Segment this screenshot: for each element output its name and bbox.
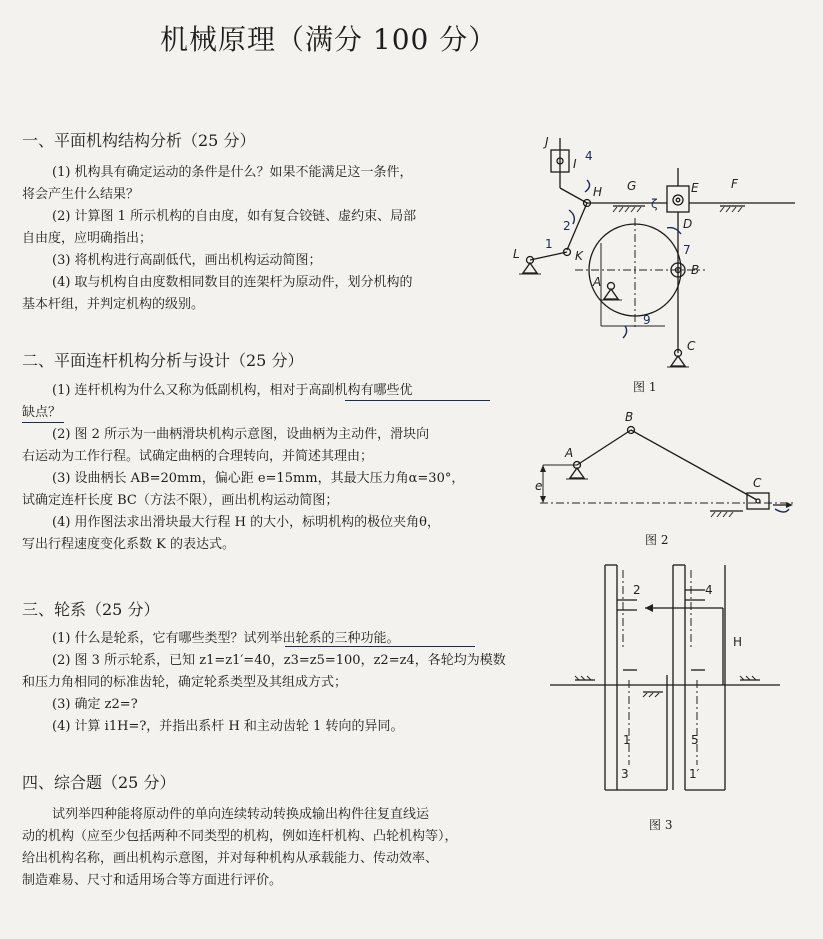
fig3-label-4: 4 [705,583,713,597]
section-2-line-7: (4) 用作图法求出滑块最大行程 H 的大小，标明机构的极位夹角θ， [52,515,440,530]
section-2-line-5: (3) 设曲柄长 AB=20mm，偏心距 e=15mm，其最大压力角α=30°， [52,471,465,486]
fig3-label-H: H [733,635,743,649]
section-3-line-5: (4) 计算 i1H=?，并指出系杆 H 和主动齿轮 1 转向的异同。 [52,719,404,734]
fig1-label-F: F [731,177,738,191]
fig2-label-C: C [753,476,762,490]
fig3-label-3: 3 [621,767,629,781]
figure-3 [545,560,785,832]
section-3-line-2: (2) 图 3 所示轮系，已知 z1=z1′=40，z3=z5=100，z2=z4，各轮均为模数 [52,653,506,668]
section-1-heading: 一、平面机构结构分析（25 分） [22,131,256,150]
fig1-label-K: K [575,249,583,263]
section-2-heading: 二、平面连杆机构分析与设计（25 分） [22,351,304,370]
fig1-label-J: J [545,135,549,149]
section-2-line-1: (1) 连杆机构为什么又称为低副机构，相对于高副机构有哪些优 [52,383,413,398]
section-4-line-3: 给出机构名称，画出机构示意图，并对每种机构从承载能力、传动效率、 [22,851,439,866]
fig1-label-H: H [593,185,603,199]
section-4-line-2: 动的机构（应至少包括两种不同类型的机构，例如连杆机构、凸轮机构等）， [22,829,458,844]
section-2-line-4: 右运动为工作行程。试确定曲柄的合理转向，并简述其理由； [22,449,374,464]
fig3-label-2: 2 [633,583,641,597]
fig1-label-B: B [691,263,700,277]
section-1-line-4: 自由度，应明确指出； [22,231,153,246]
fig1-hand-9: 9 [643,313,651,327]
section-3-body [22,628,506,738]
section-4-body [22,804,458,892]
section-2-line-2: 缺点？ [22,405,62,420]
section-2-line-6: 试确定连杆长度 BC（方法不限），画出机构运动简图； [22,493,339,508]
section-1-line-3: (2) 计算图 1 所示机构的自由度，如有复合铰链、虚约束、局部 [52,209,417,224]
fig1-hand-7: 7 [683,243,691,257]
fig1-hand-1: 1 [545,237,553,251]
fig2-label-B: B [625,410,634,424]
handwritten-underline [345,400,490,401]
figure-1-caption: 图 1 [633,380,657,394]
section-2-body [22,380,464,556]
figure-2-caption: 图 2 [645,533,669,547]
fig1-label-E: E [691,181,699,195]
section-4-line-4: 制造难易、尺寸和适用场合等方面进行评价。 [22,873,283,888]
fig1-label-A: A [593,275,602,289]
section-3-heading: 三、轮系（25 分） [22,600,160,619]
section-3-line-3: 和压力角相同的标准齿轮，确定轮系类型及其组成方式； [22,675,348,690]
fig1-label-L: L [513,247,520,261]
fig1-hand-zeta: ζ [651,197,658,211]
fig2-label-e: e [535,479,543,493]
figure-2 [535,405,805,547]
fig1-label-D: D [683,217,693,231]
page-title: 机械原理（满分 100 分） [160,23,498,56]
fig3-label-1prime: 1′ [689,767,700,781]
section-1-line-2: 将会产生什么结果？ [22,187,140,202]
fig1-label-G: G [627,179,637,193]
section-1-line-6: (4) 取与机构自由度数相同数目的连架杆为原动件，划分机构的 [52,275,413,290]
handwritten-underline [22,422,64,423]
fig2-label-A: A [565,446,574,460]
fig1-hand-4: 4 [585,149,593,163]
section-3-line-4: (3) 确定 z2=? [52,697,138,712]
section-2-line-8: 写出行程速度变化系数 K 的表达式。 [22,537,235,552]
figure-1 [505,128,805,398]
section-1-line-1: (1) 机构具有确定运动的条件是什么？如果不能满足这一条件， [52,165,413,180]
figure-3-caption: 图 3 [649,818,673,832]
section-1-line-5: (3) 将机构进行高副低代，画出机构运动简图； [52,253,322,268]
fig3-label-1: 1 [623,733,631,747]
section-2-line-3: (2) 图 2 所示为一曲柄滑块机构示意图，设曲柄为主动件，滑块向 [52,427,430,442]
section-3-line-1: (1) 什么是轮系，它有哪些类型？试列举出轮系的三种功能。 [52,631,400,646]
section-4-heading: 四、综合题（25 分） [22,773,176,792]
handwritten-underline [285,646,475,647]
fig1-label-C: C [687,339,696,353]
section-1-body [22,162,416,316]
fig1-hand-2: 2 [563,219,571,233]
section-4-line-1: 试列举四种能将原动件的单向连续转动转换成输出构件往复直线运 [52,807,430,822]
fig1-label-I: I [573,157,577,171]
section-1-line-7: 基本杆组，并判定机构的级别。 [22,297,205,312]
fig3-label-5: 5 [691,733,699,747]
